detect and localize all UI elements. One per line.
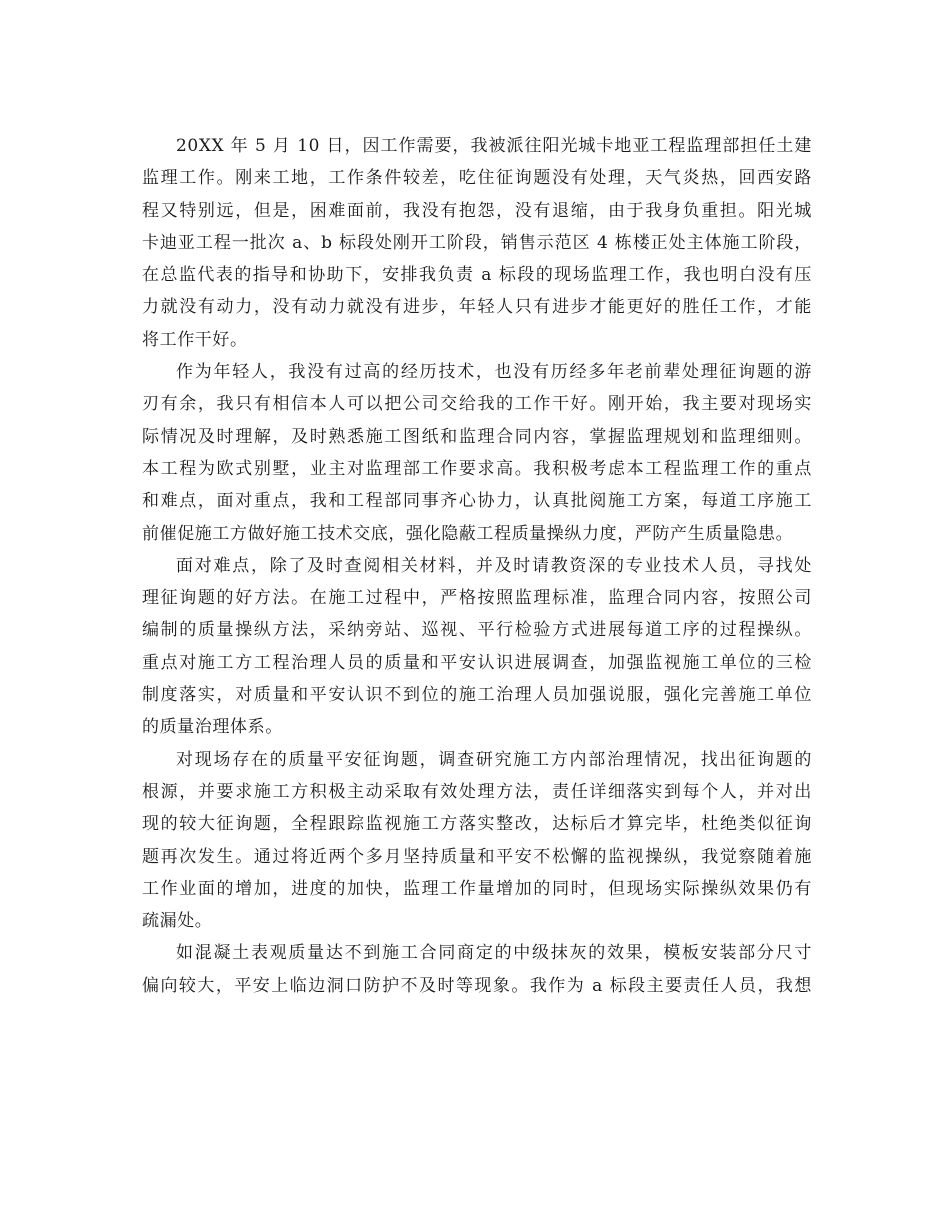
text-line: 如混凝土表观质量达不到施工合同商定的中级抹灰的效果，模板安装部分尺寸 — [176, 943, 812, 964]
text-line: 监理工作。刚来工地，工作条件较差，吃住征询题没有处理，天气炎热，回西安路 — [142, 168, 812, 189]
text-line: 作为年轻人，我没有过高的经历技术，也没有历经多年老前辈处理征询题的游 — [176, 362, 812, 383]
text-line: 刃有余，我只有相信本人可以把公司交给我的工作干好。刚开始，我主要对现场实 — [142, 394, 812, 415]
text-line: 的质量治理体系。 — [142, 717, 283, 738]
text-line: 和难点，面对重点，我和工程部同事齐心协力，认真批阅施工方案，每道工序施工 — [142, 491, 812, 512]
paragraph-3 — [142, 550, 812, 744]
text-line: 偏向较大，平安上临边洞口防护不及时等现象。我作为 a 标段主要责任人员，我想 — [142, 975, 812, 996]
text-line: 面对难点，除了及时查阅相关材料，并及时请教资深的专业技术人员，寻找处 — [176, 555, 812, 576]
text-line: 疏漏处。 — [142, 911, 213, 932]
paragraph-2 — [142, 356, 812, 550]
text-line: 卡迪亚工程一批次 a、b 标段处刚开工阶段，销售示范区 4 栋楼正处主体施工阶段， — [142, 232, 812, 253]
text-line: 制度落实，对质量和平安认识不到位的施工治理人员加强说服，强化完善施工单位 — [142, 685, 812, 706]
text-line: 本工程为欧式别墅，业主对监理部工作要求高。我积极考虑本工程监理工作的重点 — [142, 458, 812, 479]
paragraph-4 — [142, 744, 812, 938]
text-line: 理征询题的好方法。在施工过程中，严格按照监理标准，监理合同内容，按照公司 — [142, 588, 812, 609]
text-line: 编制的质量操纵方法，采纳旁站、巡视、平行检验方式进展每道工序的过程操纵。 — [142, 620, 812, 641]
text-line: 际情况及时理解，及时熟悉施工图纸和监理合同内容，掌握监理规划和监理细则。 — [142, 426, 812, 447]
paragraph-1 — [142, 130, 812, 356]
text-line: 根源，并要求施工方积极主动采取有效处理方法，责任详细落实到每个人，并对出 — [142, 781, 812, 802]
text-line: 力就没有动力，没有动力就没有进步，年轻人只有进步才能更好的胜任工作，才能 — [142, 297, 812, 318]
text-line: 现的较大征询题，全程跟踪监视施工方落实整改，达标后才算完毕，杜绝类似征询 — [142, 814, 812, 835]
text-line: 在总监代表的指导和协助下，安排我负责 a 标段的现场监理工作，我也明白没有压 — [142, 265, 812, 286]
text-line: 对现场存在的质量平安征询题，调查研究施工方内部治理情况，找出征询题的 — [176, 749, 812, 770]
text-line: 将工作干好。 — [142, 329, 248, 350]
text-line: 工作业面的增加，进度的加快，监理工作量增加的同时，但现场实际操纵效果仍有 — [142, 878, 812, 899]
text-line: 前催促施工方做好施工技术交底，强化隐蔽工程质量操纵力度，严防产生质量隐患。 — [142, 523, 794, 544]
text-line: 重点对施工方工程治理人员的质量和平安认识进展调查，加强监视施工单位的三检 — [142, 652, 812, 673]
paragraph-5 — [142, 937, 812, 1002]
text-line: 题再次发生。通过将近两个多月坚持质量和平安不松懈的监视操纵，我觉察随着施 — [142, 846, 812, 867]
document-body — [142, 130, 812, 1002]
text-line: 20XX 年 5 月 10 日，因工作需要，我被派往阳光城卡地亚工程监理部担任土建 — [176, 136, 812, 156]
text-line: 程又特别远，但是，困难面前，我没有抱怨，没有退缩，由于我身负重担。阳光城 — [142, 200, 812, 221]
